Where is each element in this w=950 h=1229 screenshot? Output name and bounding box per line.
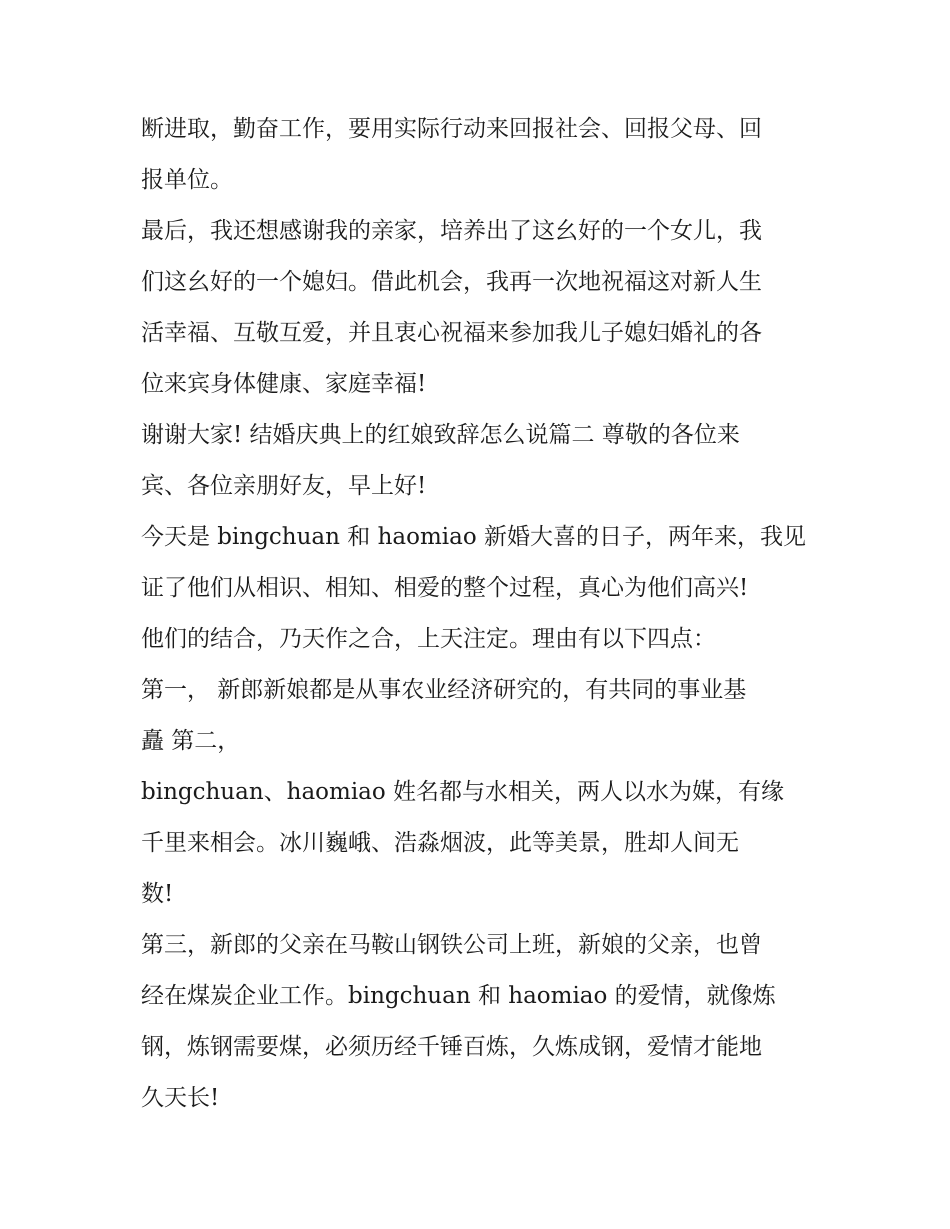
text-line: 位来宾身体健康、家庭幸福!	[141, 371, 427, 397]
text-line: 谢谢大家! 结婚庆典上的红娘致辞怎么说篇二 尊敬的各位来	[141, 422, 740, 448]
text-line: 矗 第二，	[141, 728, 241, 754]
text-line: 们这幺好的一个媳妇。借此机会，我再一次地祝福这对新人生	[141, 269, 762, 295]
text-line: 钢，炼钢需要煤，必须历经千锤百炼，久炼成钢，爱情才能地	[141, 1034, 762, 1060]
text-line: 他们的结合，乃天作之合，上天注定。理由有以下四点：	[141, 626, 716, 652]
text-line: 宾、各位亲朋好友，早上好!	[141, 473, 427, 499]
text-line: 证了他们从相识、相知、相爱的整个过程，真心为他们高兴!	[141, 575, 749, 601]
text-line: 今天是 bingchuan 和 haomiao 新婚大喜的日子，两年来，我见	[141, 524, 806, 550]
text-line: 最后，我还想感谢我的亲家，培养出了这幺好的一个女儿，我	[141, 218, 762, 244]
text-line: 第三，新郎的父亲在马鞍山钢铁公司上班，新娘的父亲，也曾	[141, 932, 762, 958]
text-line: 断进取，勤奋工作，要用实际行动来回报社会、回报父母、回	[141, 116, 762, 142]
text-line: 第一， 新郎新娘都是从事农业经济研究的，有共同的事业基	[141, 677, 747, 703]
text-line: 久天长!	[141, 1085, 220, 1111]
text-line: 数!	[141, 881, 174, 907]
text-line: bingchuan、haomiao 姓名都与水相关，两人以水为媒，有缘	[141, 779, 785, 805]
text-line: 活幸福、互敬互爱，并且衷心祝福来参加我儿子媳妇婚礼的各	[141, 320, 762, 346]
text-line: 千里来相会。冰川巍峨、浩淼烟波，此等美景，胜却人间无	[141, 830, 739, 856]
text-line: 经在煤炭企业工作。bingchuan 和 haomiao 的爱情，就像炼	[141, 983, 776, 1009]
text-line: 报单位。	[141, 167, 233, 193]
